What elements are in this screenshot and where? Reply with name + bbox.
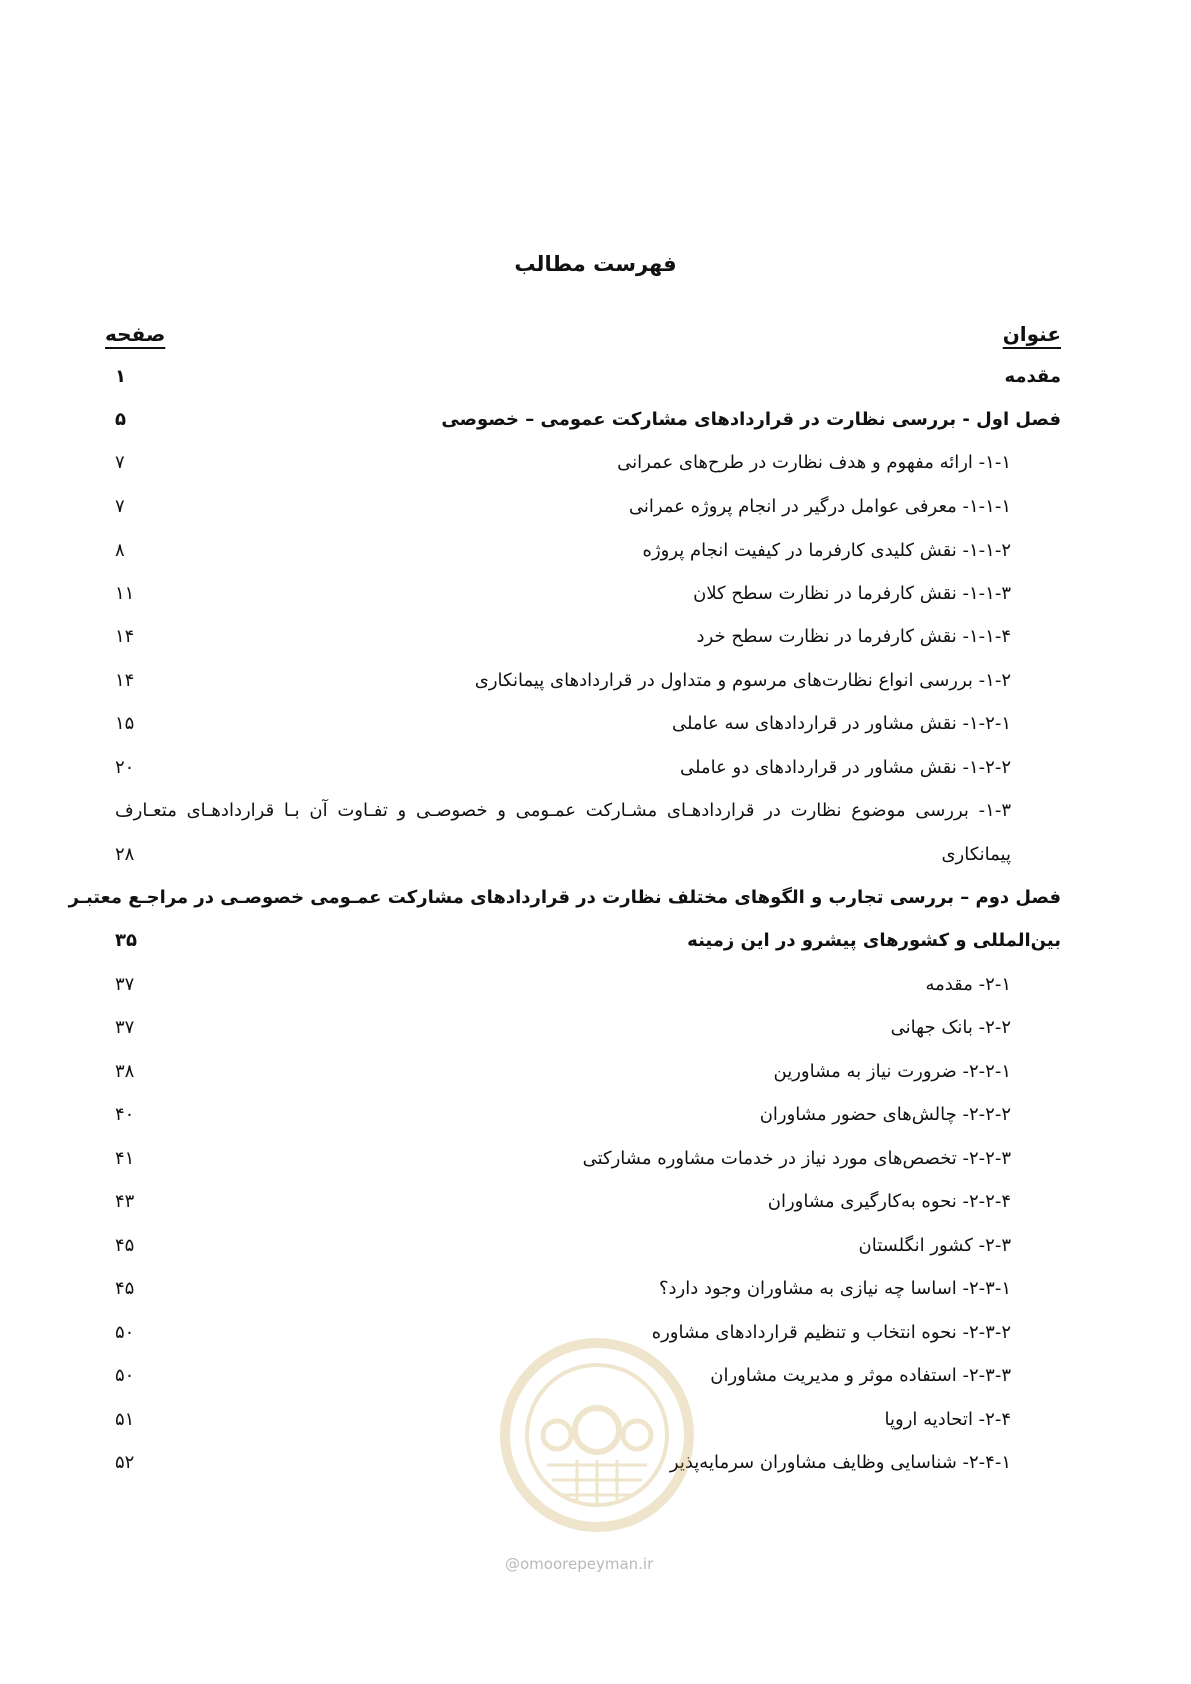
toc-entry-page: ۱۴ — [115, 626, 135, 647]
toc-entry[interactable] — [0, 400, 1191, 440]
toc-entry[interactable] — [0, 921, 1191, 961]
toc-entry[interactable] — [0, 1182, 1191, 1222]
toc-entry-page: ۱۴ — [115, 670, 135, 691]
toc-entry-text: ۱-۲-۱- نقش مشاور در قراردادهای سه عاملی — [671, 713, 1011, 734]
toc-entry-text: ۲-۳-۳- استفاده موثر و مدیریت مشاوران — [710, 1365, 1011, 1386]
page-column-header: صفحه — [105, 322, 166, 346]
toc-entry-text: ۱-۲- بررسی انواع نظارت‌های مرسوم و متداول در قراردادهای پیمانکاری — [474, 670, 1011, 691]
toc-entry[interactable] — [0, 1139, 1191, 1179]
toc-entry-page: ۴۰ — [115, 1104, 135, 1125]
toc-entry[interactable] — [0, 1052, 1191, 1092]
toc-entry-page: ۱۱ — [115, 583, 135, 604]
toc-entry-text: ۲-۴-۱- شناسایی وظایف مشاوران سرمایه‌پذیر — [669, 1452, 1011, 1473]
toc-entry[interactable] — [0, 531, 1191, 571]
toc-entry[interactable] — [0, 1226, 1191, 1266]
toc-entry[interactable] — [0, 487, 1191, 527]
toc-entry-text: ۲-۳-۲- نحوه انتخاب و تنظیم قراردادهای مشاوره — [651, 1322, 1011, 1343]
toc-entry-text: ۱-۱-۱- معرفی عوامل درگیر در انجام پروژه عمرانی — [628, 496, 1011, 517]
toc-entry-page: ۷ — [115, 452, 125, 473]
toc-entry-page: ۴۳ — [115, 1191, 135, 1212]
toc-entry-text: ۲-۲- بانک جهانی — [890, 1017, 1011, 1038]
toc-entry[interactable] — [0, 704, 1191, 744]
toc-entry-page: ۴۵ — [115, 1278, 135, 1299]
toc-entry[interactable] — [0, 443, 1191, 483]
toc-entry-text: ۱-۱-۲- نقش کلیدی کارفرما در کیفیت انجام پروژه — [642, 540, 1011, 561]
toc-entry-page: ۱۵ — [115, 713, 135, 734]
toc-entry-page: ۳۵ — [115, 930, 137, 951]
toc-entry-page: ۵۱ — [115, 1409, 135, 1430]
toc-entry-page: ۳۷ — [115, 1017, 135, 1038]
toc-entry[interactable] — [0, 661, 1191, 701]
toc-entry-text: ۲-۲-۲- چالش‌های حضور مشاوران — [759, 1104, 1011, 1125]
toc-title: فهرست مطالب — [514, 252, 677, 276]
toc-entry-text: ۱-۱-۴- نقش کارفرما در نظارت سطح خرد — [696, 626, 1011, 647]
toc-entry-page: ۲۰ — [115, 757, 135, 778]
toc-entry[interactable] — [0, 1008, 1191, 1048]
toc-entry-page: ۵ — [115, 409, 126, 430]
toc-entry[interactable] — [0, 965, 1191, 1005]
toc-entry-text: ۲-۲-۱- ضرورت نیاز به مشاورین — [773, 1061, 1011, 1082]
toc-entry-page: ۱ — [115, 366, 126, 387]
toc-entry-text: مقدمه — [1004, 366, 1061, 387]
toc-entry-text: ۱-۱- ارائه مفهوم و هدف نظارت در طرح‌های عمرانی — [617, 452, 1011, 473]
toc-entry-page: ۳۷ — [115, 974, 135, 995]
toc-entry-text: ۱-۲-۲- نقش مشاور در قراردادهای دو عاملی — [679, 757, 1011, 778]
toc-entry-text: فصل اول - بررسی نظارت در قراردادهای مشارکت عمومی – خصوصی — [441, 409, 1061, 430]
watermark-url: @omoorepeyman.ir — [505, 1555, 654, 1573]
toc-entry-text: ۲-۴- اتحادیه اروپا — [884, 1409, 1011, 1430]
toc-entry-page: ۵۰ — [115, 1365, 135, 1386]
toc-entry-page: ۲۸ — [115, 844, 135, 865]
toc-entry[interactable] — [0, 1095, 1191, 1135]
toc-entry-text: فصل دوم – بررسی تجارب و الگوهای مختلف نظارت در قراردادهای مشارکت عمـومی خصوصـی در مراجـع معتبـر — [68, 887, 1061, 908]
toc-entry-page: ۴۵ — [115, 1235, 135, 1256]
toc-entry[interactable] — [0, 574, 1191, 614]
title-column-header: عنوان — [1002, 322, 1061, 346]
toc-entry-page: ۵۰ — [115, 1322, 135, 1343]
toc-entry-text: ۲-۱- مقدمه — [925, 974, 1011, 995]
toc-entry[interactable] — [0, 835, 1191, 875]
toc-entry-text: ۱-۳- بررسی موضوع نظارت در قراردادهـای مشـارکت عمـومی و خصوصـی و تفـاوت آن بـا قراردادهـای متعـارف — [115, 800, 1011, 821]
toc-entry-page: ۸ — [115, 540, 125, 561]
toc-entry-text: پیمانکاری — [941, 844, 1011, 865]
toc-entry-page: ۴۱ — [115, 1148, 135, 1169]
toc-entry-page: ۷ — [115, 496, 125, 517]
watermark-seal-icon — [497, 1335, 697, 1535]
toc-entry[interactable] — [0, 748, 1191, 788]
toc-entry-text: ۲-۲-۴- نحوه به‌کارگیری مشاوران — [767, 1191, 1011, 1212]
toc-entry-page: ۵۲ — [115, 1452, 135, 1473]
toc-entry-text: ۲-۳-۱- اساسا چه نیازی به مشاوران وجود دارد؟ — [658, 1278, 1011, 1299]
toc-entry[interactable] — [0, 791, 1191, 831]
toc-entry-text: ۱-۱-۳- نقش کارفرما در نظارت سطح کلان — [693, 583, 1011, 604]
toc-entry-text: بین‌المللی و کشورهای پیشرو در این زمینه — [687, 930, 1061, 951]
toc-entry[interactable] — [0, 357, 1191, 397]
toc-entry-text: ۲-۲-۳- تخصص‌های مورد نیاز در خدمات مشاوره مشارکتی — [582, 1148, 1011, 1169]
toc-entry-page: ۳۸ — [115, 1061, 135, 1082]
toc-entry[interactable] — [0, 617, 1191, 657]
toc-entry[interactable] — [0, 878, 1191, 918]
toc-entry[interactable] — [0, 1269, 1191, 1309]
toc-entry-text: ۲-۳- کشور انگلستان — [858, 1235, 1011, 1256]
